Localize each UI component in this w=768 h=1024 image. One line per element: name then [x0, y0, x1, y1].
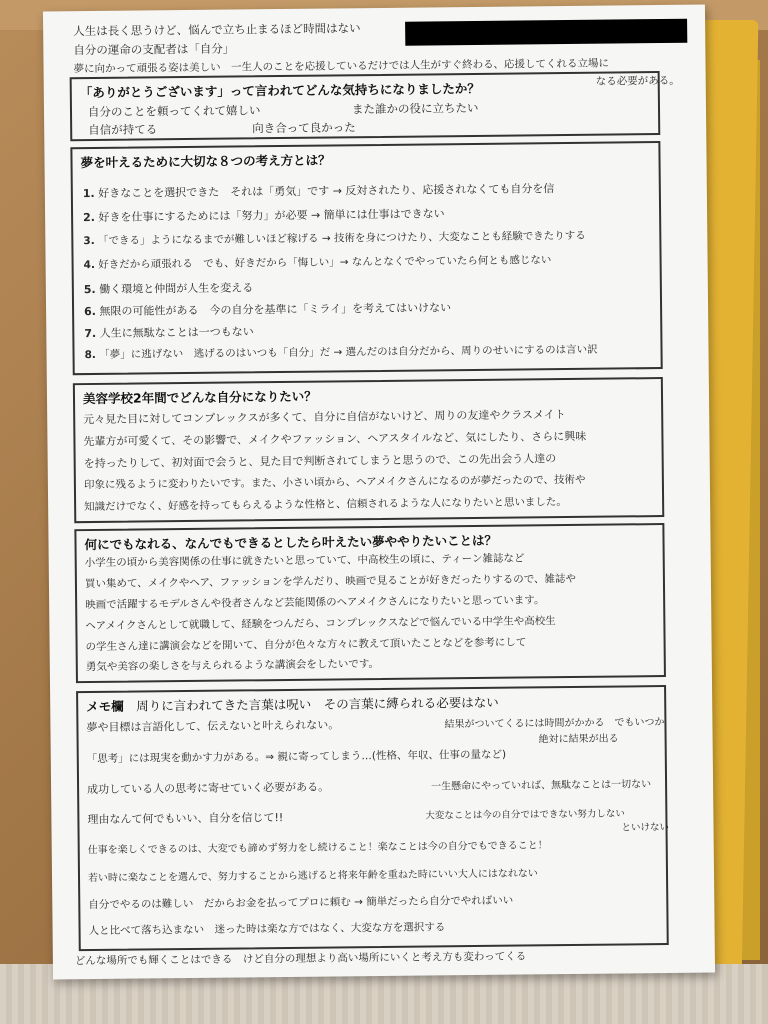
item-text: 「できる」ようになるまでが難しいほど稼げる → 技術を身につけたり、大変なことも経験できたりする: [97, 229, 586, 247]
item-text: 好きなことを選択できた それは「勇気」です → 反対されたり、応援されなくても自分を信: [98, 182, 555, 200]
memo-line: 「思考」には現実を動かす力がある。⇒ 親に寄ってしまう…(性格、年収、仕事の量など): [86, 748, 507, 766]
header-line-2: 自分の運命の支配者は「自分」: [73, 41, 235, 58]
section-thanks-box: [70, 71, 661, 141]
item-number: 8.: [84, 348, 96, 362]
header-line-1: 人生は長く思うけど、悩んで立ち止まるほど時間はない: [73, 21, 361, 39]
goals-line: 元々見た目に対してコンプレックスが多くて、自分に自信がないけど、周りの友達やクラスメイト: [83, 408, 566, 427]
item-number: 5.: [83, 282, 96, 297]
mindset-item: [83, 228, 586, 248]
memo-label: メモ欄: [86, 698, 124, 715]
section-mindset-box: [70, 141, 662, 375]
item-number: 2.: [83, 210, 96, 225]
memo-line: 夢や目標は言語化して、伝えないと叶えられない。: [86, 718, 340, 735]
dreams-line: 映画で活躍するモデルさんや役者さんなど芸能関係のヘアメイクさんになりたいと思っています。: [85, 594, 545, 612]
header-line-3b: なる必要がある。: [595, 74, 680, 88]
mindset-item: [84, 299, 451, 319]
goals-line: を持ったりして、初対面で会うと、見た目で判断されてしまうと思うので、この先出会う人達の: [83, 452, 557, 471]
item-text: 働く環境と仲間が人生を変える: [99, 281, 254, 296]
memo-side-note: 結果がついてくるには時間がかかる でもいつか: [444, 717, 665, 731]
footer-line: どんな場所でも輝くことはできる けど自分の理想より高い場所にいくと考え方も変わってくる: [74, 950, 527, 968]
item-text: 「夢」に逃げない 逃げるのはいつも「自分」だ → 選んだのは自分だから、周りのせいにするのは言い訳: [99, 343, 598, 361]
memo-side-note: 一生懸命にやっていれば、無駄なことは一切ない: [431, 779, 652, 793]
section-dreams-title: 何にでもなれる、なんでもできるとしたら叶えたい夢ややりたいことは？: [84, 532, 498, 553]
answer-text: 向き合って良かった: [252, 120, 356, 136]
redaction-bar: [405, 19, 687, 46]
handwritten-worksheet: [43, 5, 715, 980]
item-text: 好きを仕事にするためには「努力」が必要 → 簡単には仕事はできない: [98, 207, 445, 224]
memo-side-note: 絶対に結果が出る: [538, 733, 619, 746]
mindset-item: [84, 323, 254, 341]
header-line-3: 夢に向かって頑張る姿は美しい 一生人のことを応援しているだけでは人生がすぐ終わる、応援してくれる立場に: [73, 57, 610, 76]
memo-side-note: 大変なことは今の自分ではできない努力しない: [425, 808, 625, 822]
goals-line: 知識だけでなく、好感を持ってもらえるような性格と、信頼されるような人になりたいと思いました。: [84, 496, 567, 514]
memo-line: 自分でやるのは難しい だからお金を払ってプロに頼む → 簡単だったら自分でやればいい: [88, 894, 514, 912]
section-memo-box: [76, 685, 669, 951]
dreams-line: 小学生の頃から美容関係の仕事に就きたいと思っていて、中高校生の頃に、ティーン雑誌など: [84, 552, 525, 570]
goals-line: 先輩方が可愛くて、その影響で、メイクやファッション、ヘアスタイルなど、気にしたり、さらに興味: [83, 429, 587, 449]
item-number: 7.: [84, 326, 97, 341]
dreams-line: の学生さん達に講演会などを開いて、自分が色々な方々に教えて頂いたことなどを参考にして: [85, 636, 527, 654]
memo-title-note: 周りに言われてきた言葉は呪い その言葉に縛られる必要はない: [136, 694, 499, 714]
mindset-item: [84, 342, 597, 362]
item-number: 6.: [84, 304, 97, 319]
section-memo-title: [86, 693, 499, 715]
dreams-line: 勇気や美容の楽しさを与えられるような講演会をしたいです。: [85, 658, 380, 674]
dreams-line: 買い集めて、メイクやヘア、ファッションを学んだり、映画で見ることが好きだったりするので、雑誌や: [84, 572, 577, 591]
answer-text: 自信が持てる: [88, 122, 158, 138]
item-number: 4.: [83, 258, 95, 272]
item-text: 好きだから頑張れる でも、好きだから「悔しい」→ なんとなくでやっていたら何とも感じない: [98, 254, 552, 271]
goals-line: 印象に残るように変わりたいです。また、小さい頃から、ヘアメイクさんになるのが夢だったので、技術や: [83, 473, 586, 492]
memo-line: 理由なんて何でもいい、自分を信じて!!: [87, 811, 284, 827]
mindset-item: [83, 205, 445, 225]
mindset-item: [83, 180, 555, 201]
section-goals-title: 美容学校2年間でどんな自分になりたい？: [82, 388, 317, 407]
answer-text: 自分のことを頼ってくれて嬉しい: [87, 103, 261, 120]
section-mindset-title: 夢を叶えるために大切な８つの考え方とは？: [80, 152, 331, 171]
item-number: 3.: [83, 234, 95, 248]
memo-side-note: といけない: [621, 821, 670, 834]
item-text: 人生に無駄なことは一つもない: [99, 325, 254, 340]
section-dreams-box: [74, 523, 666, 683]
memo-line: 若い時に楽なことを選んで、努力することから逃げると将来年齢を重ねた時にいい大人にはなれない: [87, 868, 538, 885]
item-text: 無限の可能性がある 今の自分を基準に「ミライ」を考えてはいけない: [99, 301, 452, 318]
mindset-item: [84, 279, 254, 297]
item-number: 1.: [82, 186, 95, 201]
memo-line: 人と比べて落ち込まない 迷った時は楽な方ではなく、大変な方を選択する: [88, 921, 446, 938]
memo-line: 仕事を楽しくできるのは、大変でも諦めず努力をし続けること！楽なことは今の自分でもできること！: [87, 840, 548, 857]
section-thanks-title: 「ありがとうございます」って言われてどんな気持ちになりましたか？: [79, 80, 480, 101]
dreams-line: ヘアメイクさんとして就職して、経験をつんだら、コンプレックスなどで悩んでいる中学生や高校生: [85, 615, 556, 633]
memo-line: 成功している人の思考に寄せていく必要がある。: [87, 780, 330, 797]
mindset-item: [84, 252, 552, 272]
section-goals-box: [73, 377, 664, 523]
answer-text: また誰かの役に立ちたい: [351, 100, 479, 117]
